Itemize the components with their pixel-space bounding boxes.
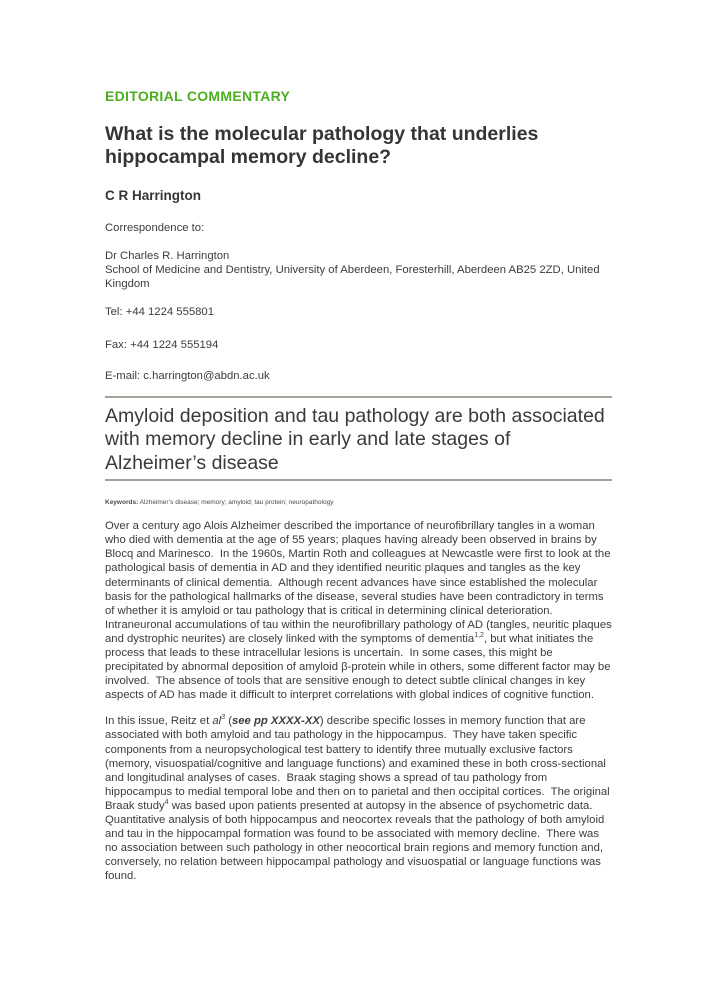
article-subtitle: Amyloid deposition and tau pathology are both associated with memory decline in early and late stages of Alzheimer’s disease: [105, 404, 605, 474]
divider-rule-top: [105, 396, 612, 398]
keywords-label: Keywords:: [105, 499, 139, 507]
correspondence-intro: Correspondence to:: [105, 222, 205, 234]
email-line: E-mail: c.harrington@abdn.ac.uk: [105, 369, 270, 382]
section-kicker: EDITORIAL COMMENTARY: [105, 88, 291, 104]
divider-rule-bottom: [105, 479, 612, 481]
correspondence-address: School of Medicine and Dentistry, University of Aberdeen, Foresterhill, Aberdeen AB25 2ZD, United Kingdom: [105, 264, 600, 291]
correspondence-address-block: [105, 249, 612, 291]
correspondence-name: Dr Charles R. Harrington: [105, 250, 230, 263]
keywords-line: [105, 498, 612, 507]
article-title: What is the molecular pathology that underlies hippocampal memory decline?: [105, 123, 539, 168]
keywords-text: Alzheimer’s disease; memory; amyloid; tau protein; neuropathology: [138, 499, 334, 507]
telephone-line: Tel: +44 1224 555801: [105, 306, 214, 319]
body-paragraph-2: In this issue, Reitz et $al^3$ (see pp XXXX-XX) describe specific losses in memory function that are associated with both amyloid and tau pathology in the hippocampus. They have taken specific components from a neuropsychological test battery to identify three mutually exclusive factors (memory, visuospatial/cognitive and language functions) and examined these in both cross-sectional and longitudinal analyses of cases. Braak staging shows a spread of tau pathology from hippocampus to medial temporal lobe and then on to parietal and then occipital cortices. The original Braak study$^4$ was based upon patients presented at autopsy in the absence of psychometric data. Quantitative analysis of both hippocampus and neocortex reveals that the pathology of both amyloid and tau in the hippocampal formation was found to be associated with memory decline. There was no association between such pathology in other neocortical brain regions and memory function and, conversely, no relation between hippocampal pathology and visuospatial or language functions was found.: [105, 714, 613, 883]
body-paragraph-1: Over a century ago Alois Alzheimer described the importance of neurofibrillary tangles in a woman who died with dementia at the age of 55 years; plaques having already been observed in brains by Blocq and Marinesco. In the 1960s, Martin Roth and colleagues at Newcastle were first to look at the pathological basis of dementia in AD and they identified neuritic plaques and tangles as the key determinants of clinical dementia. Although recent advances have since established the molecular basis for the pathological hallmarks of the disease, several studies have been contradictory in terms of whether it is amyloid or tau pathology that is critical in determining clinical deterioration. Intraneuronal accumulations of tau within the neurofibrillary pathology of AD (tangles, neuritic plaques and dystrophic neurites) are closely linked with the symptoms of dementia$^{1,2}$, but what initiates the process that leads to these intracellular lesions is uncertain. In some cases, this might be precipitated by abnormal deposition of amyloid β-protein while in others, some different factor may be involved. The absence of tools that are sensitive enough to detect subtle clinical changes in key aspects of AD has made it difficult to interpret correlations with global indices of cognitive function.: [105, 520, 615, 702]
fax-line: Fax: +44 1224 555194: [105, 339, 219, 352]
author-name: C R Harrington: [105, 188, 201, 203]
